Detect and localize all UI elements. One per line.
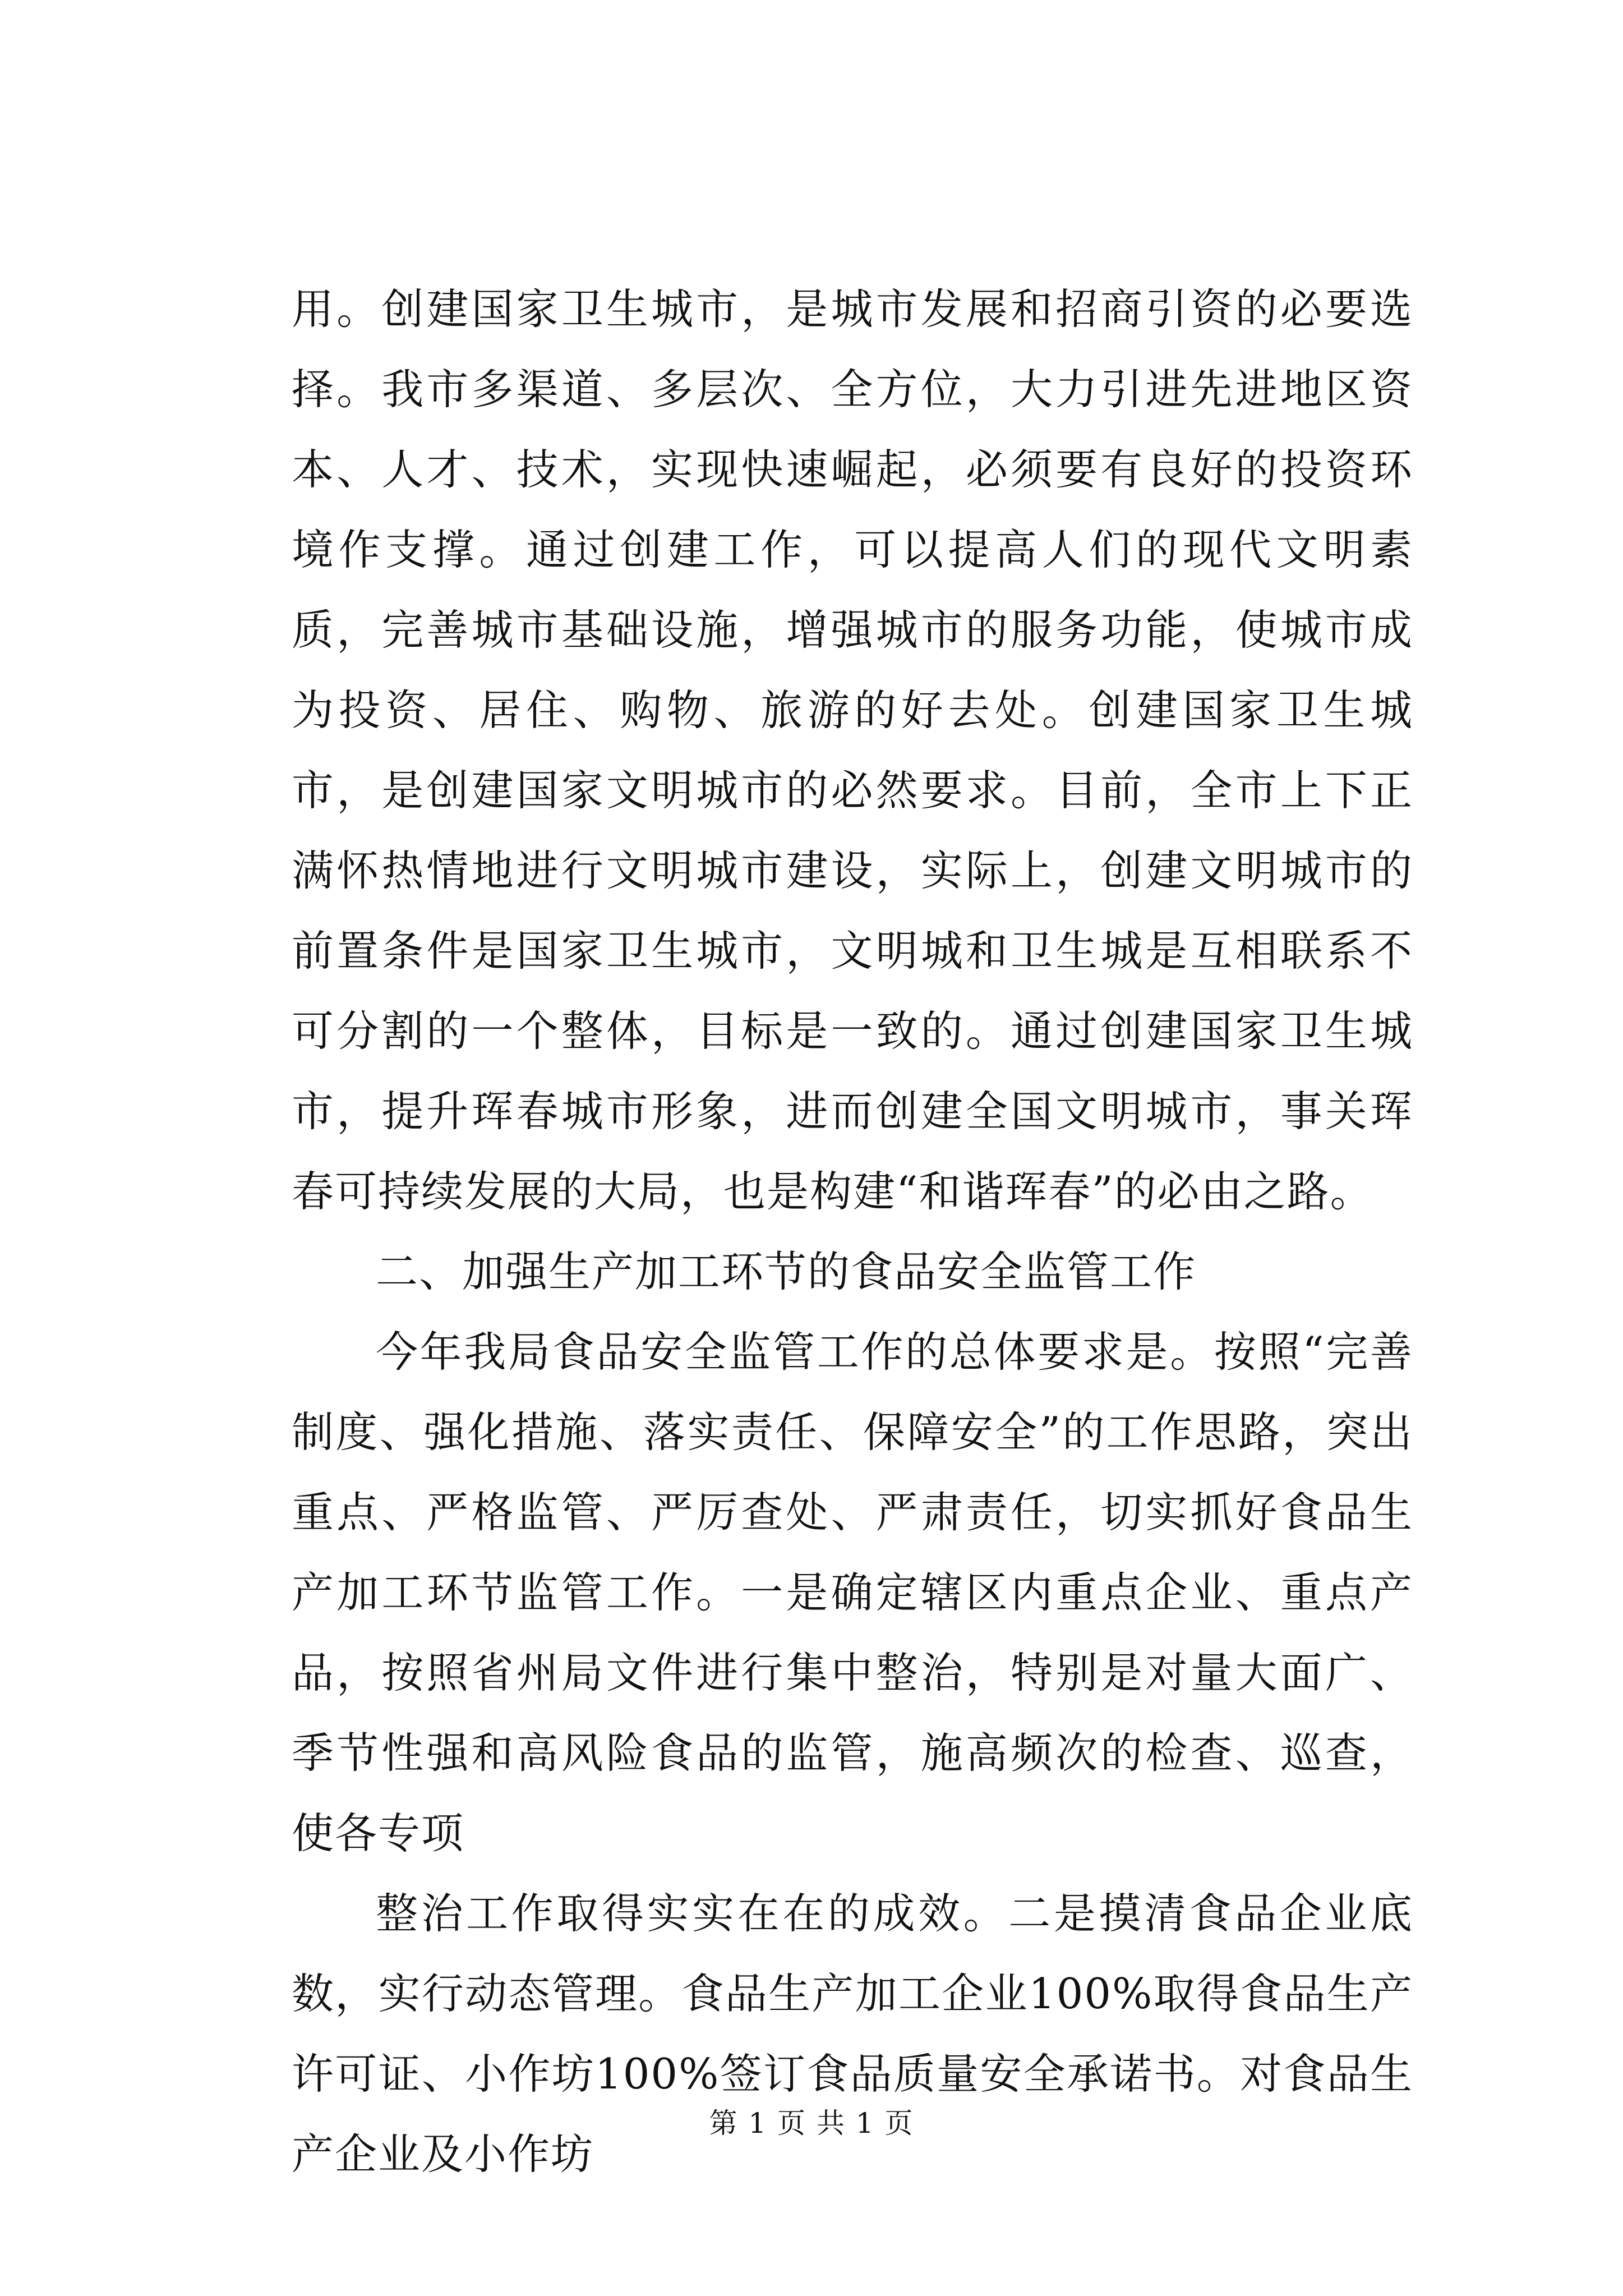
document-body [292,269,1413,2194]
page-footer: 第 1 页 共 1 页 [709,2107,914,2139]
paragraph: 整治工作取得实实在在的成效。二是摸清食品企业底数，实行动态管理。食品生产加工企业100%取得食品生产许可证、小作坊100%签订食品质量安全承诺书。对食品生产企业及小作坊 [292,1889,1413,2179]
section-heading: 二、加强生产加工环节的食品安全监管工作 [376,1247,1197,1296]
paragraph: 今年我局食品安全监管工作的总体要求是。按照“完善制度、强化措施、落实责任、保障安全”的工作思路，突出重点、严格监管、严厉查处、严肃责任，切实抓好食品生产加工环节监管工作。一是确定辖区内重点企业、重点产品，按照省州局文件进行集中整治，特别是对量大面广、季节性强和高风险食品的监管，施高频次的检查、巡查，使各专项 [292,1327,1413,1858]
paragraph-continuation: 用。创建国家卫生城市，是城市发展和招商引资的必要选择。我市多渠道、多层次、全方位，大力引进先进地区资本、人才、技术，实现快速崛起，必须要有良好的投资环境作支撑。通过创建工作，可以提高人们的现代文明素质，完善城市基础设施，增强城市的服务功能，使城市成为投资、居住、购物、旅游的好去处。创建国家卫生城市，是创建国家文明城市的必然要求。目前，全市上下正满怀热情地进行文明城市建设，实际上，创建文明城市的前置条件是国家卫生城市，文明城和卫生城是互相联系不可分割的一个整体，目标是一致的。通过创建国家卫生城市，提升珲春城市形象，进而创建全国文明城市，事关珲春可持续发展的大局，也是构建“和谐珲春”的必由之路。 [292,284,1413,1216]
